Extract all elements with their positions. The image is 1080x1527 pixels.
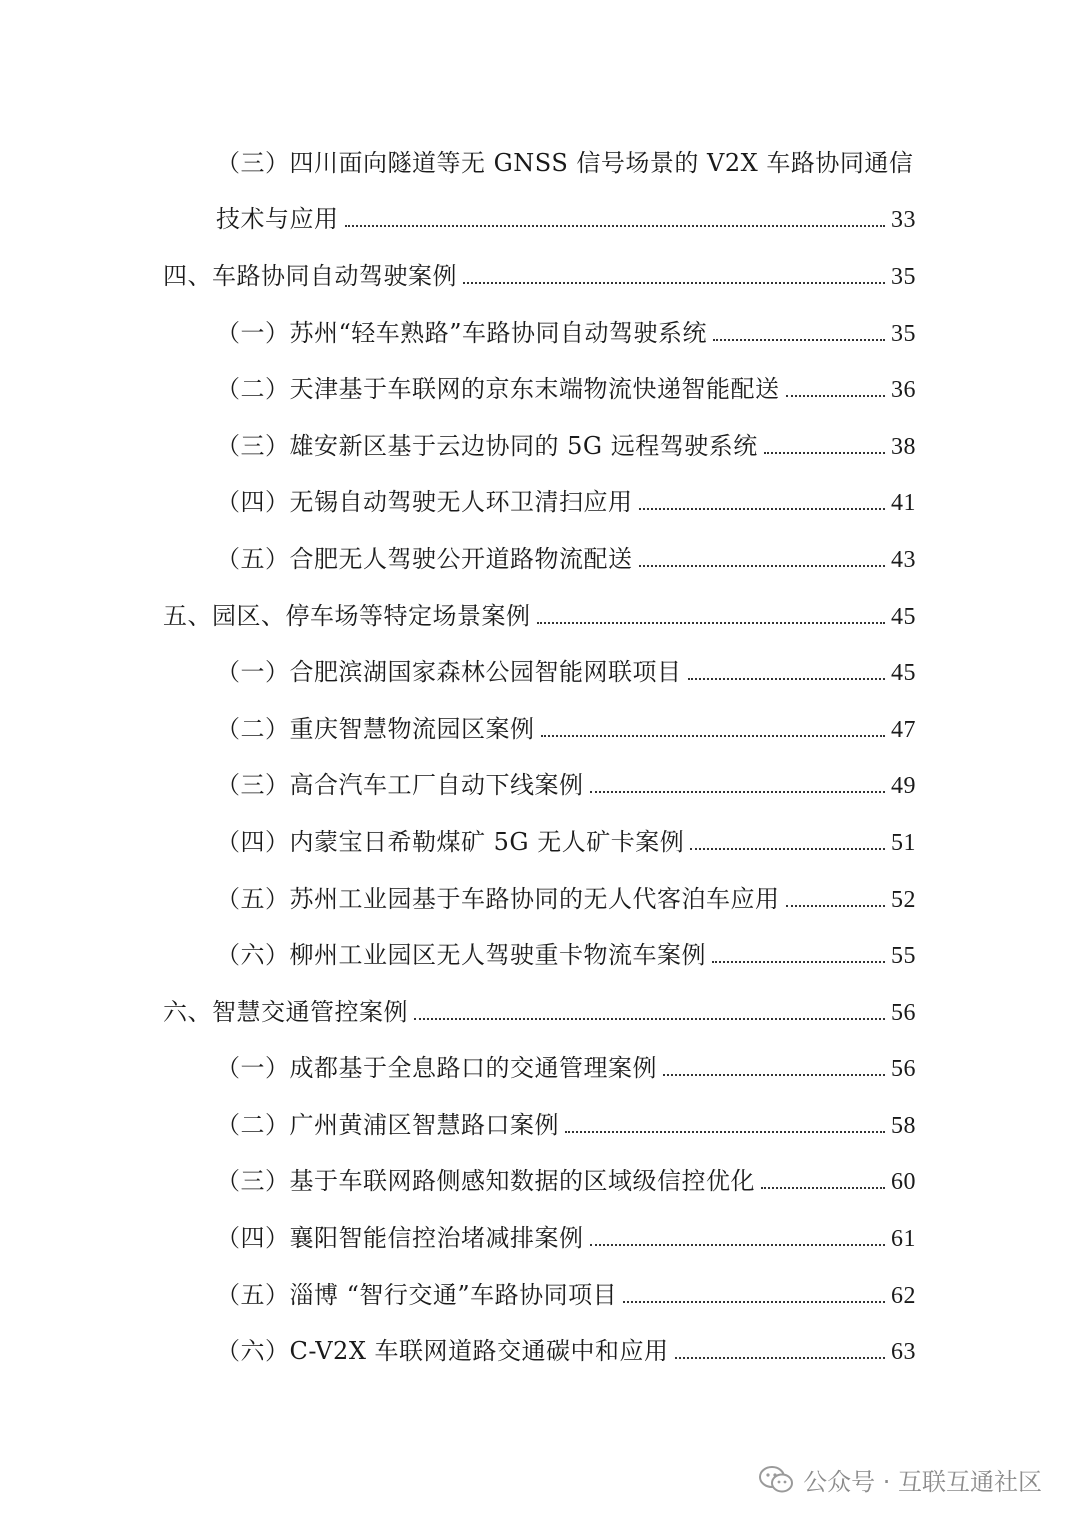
toc-row (0, 924, 1080, 981)
toc-row (0, 698, 1080, 755)
dot-leader (565, 1131, 885, 1133)
toc-row (0, 868, 1080, 925)
toc-row (0, 132, 1080, 189)
toc-page-number: 58 (891, 1112, 916, 1139)
dot-leader (541, 735, 886, 737)
toc-page-number: 45 (891, 603, 916, 630)
dot-leader (764, 452, 885, 454)
toc-entry-title: （三）高合汽车工厂自动下线案例 (216, 771, 584, 800)
toc-row (0, 415, 1080, 472)
toc-entry-title: 四、车路协同自动驾驶案例 (163, 261, 457, 290)
dot-leader (590, 791, 886, 793)
dot-leader (623, 1301, 885, 1303)
toc-entry-title: （五）苏州工业园基于车路协同的无人代客泊车应用 (216, 884, 780, 913)
toc-page-number: 63 (891, 1339, 916, 1366)
toc-row (0, 245, 1080, 302)
toc-entry-title: （一）成都基于全息路口的交通管理案例 (216, 1054, 657, 1083)
dot-leader (663, 1074, 885, 1076)
toc-entry-title: （六）C-V2X 车联网道路交通碳中和应用 (216, 1337, 669, 1366)
dot-leader (786, 905, 886, 907)
toc-entry-title: （一）苏州“轻车熟路”车路协同自动驾驶系统 (216, 318, 708, 347)
toc-row (0, 1264, 1080, 1321)
dot-leader (786, 395, 886, 397)
toc-row (0, 1038, 1080, 1095)
toc-page-number: 47 (891, 716, 916, 743)
toc-row (0, 1094, 1080, 1151)
toc-page-number: 61 (891, 1226, 916, 1253)
toc-row (0, 981, 1080, 1038)
toc-row (0, 641, 1080, 698)
toc-page-number: 33 (891, 207, 916, 234)
toc-entry-title: 六、智慧交通管控案例 (163, 997, 408, 1026)
toc-page-number: 41 (891, 490, 916, 517)
toc-page-number: 56 (891, 1056, 916, 1083)
dot-leader (690, 848, 885, 850)
toc-row (0, 1151, 1080, 1208)
toc-row (0, 811, 1080, 868)
toc-row (0, 1207, 1080, 1264)
toc-row (0, 1320, 1080, 1377)
dot-leader (688, 678, 886, 680)
dot-leader (590, 1244, 886, 1246)
toc-row (0, 302, 1080, 359)
toc-page-number: 56 (891, 999, 916, 1026)
dot-leader (345, 225, 886, 227)
toc-entry-title: （二）天津基于车联网的京东末端物流快递智能配送 (216, 375, 780, 404)
toc-page-number: 35 (891, 263, 916, 290)
toc-entry-title: （三）四川面向隧道等无 GNSS 信号场景的 V2X 车路协同通信 (216, 148, 914, 177)
toc-entry-title: （三）基于车联网路侧感知数据的区域级信控优化 (216, 1167, 755, 1196)
watermark-text: 公众号 · 互联互通社区 (803, 1468, 1042, 1496)
toc-page-number: 45 (891, 660, 916, 687)
toc-page-number: 49 (891, 773, 916, 800)
wechat-icon (759, 1466, 793, 1494)
dot-leader (675, 1357, 885, 1359)
toc-entry-title: （二）广州黄浦区智慧路口案例 (216, 1110, 559, 1139)
toc-row (0, 189, 1080, 246)
dot-leader (414, 1018, 885, 1020)
toc-page-number: 52 (891, 886, 916, 913)
toc-entry-title: （三）雄安新区基于云边协同的 5G 远程驾驶系统 (216, 431, 758, 460)
toc-page-number: 35 (891, 320, 916, 347)
dot-leader (639, 508, 886, 510)
toc-entry-title: （四）无锡自动驾驶无人环卫清扫应用 (216, 488, 633, 517)
dot-leader (537, 622, 886, 624)
toc-page-number: 36 (891, 377, 916, 404)
toc-row (0, 755, 1080, 812)
watermark (759, 1462, 1042, 1497)
toc-entry-title: （四）襄阳智能信控治堵减排案例 (216, 1224, 584, 1253)
toc-row (0, 358, 1080, 415)
toc-page-number: 55 (891, 943, 916, 970)
dot-leader (761, 1187, 885, 1189)
toc-entry-title: （一）合肥滨湖国家森林公园智能网联项目 (216, 658, 682, 687)
toc-page-number: 43 (891, 546, 916, 573)
toc-row (0, 585, 1080, 642)
toc-page-number: 51 (891, 829, 916, 856)
toc-page-number: 60 (891, 1169, 916, 1196)
toc-page-number: 38 (891, 433, 916, 460)
dot-leader (712, 961, 885, 963)
toc-entry-title: （五）淄博 “智行交通”车路协同项目 (216, 1280, 618, 1309)
toc-row (0, 472, 1080, 529)
toc-entry-title: 五、园区、停车场等特定场景案例 (163, 601, 531, 630)
dot-leader (639, 565, 886, 567)
toc-entry-title: （五）合肥无人驾驶公开道路物流配送 (216, 544, 633, 573)
toc-page-number: 62 (891, 1282, 916, 1309)
dot-leader (463, 282, 885, 284)
toc-entry-title: 技术与应用 (216, 205, 339, 234)
toc-entry-title: （二）重庆智慧物流园区案例 (216, 714, 535, 743)
toc-entry-title: （六）柳州工业园区无人驾驶重卡物流车案例 (216, 941, 706, 970)
toc-row (0, 528, 1080, 585)
toc-entry-title: （四）内蒙宝日希勒煤矿 5G 无人矿卡案例 (216, 827, 685, 856)
table-of-contents (0, 132, 1080, 1377)
dot-leader (713, 339, 885, 341)
